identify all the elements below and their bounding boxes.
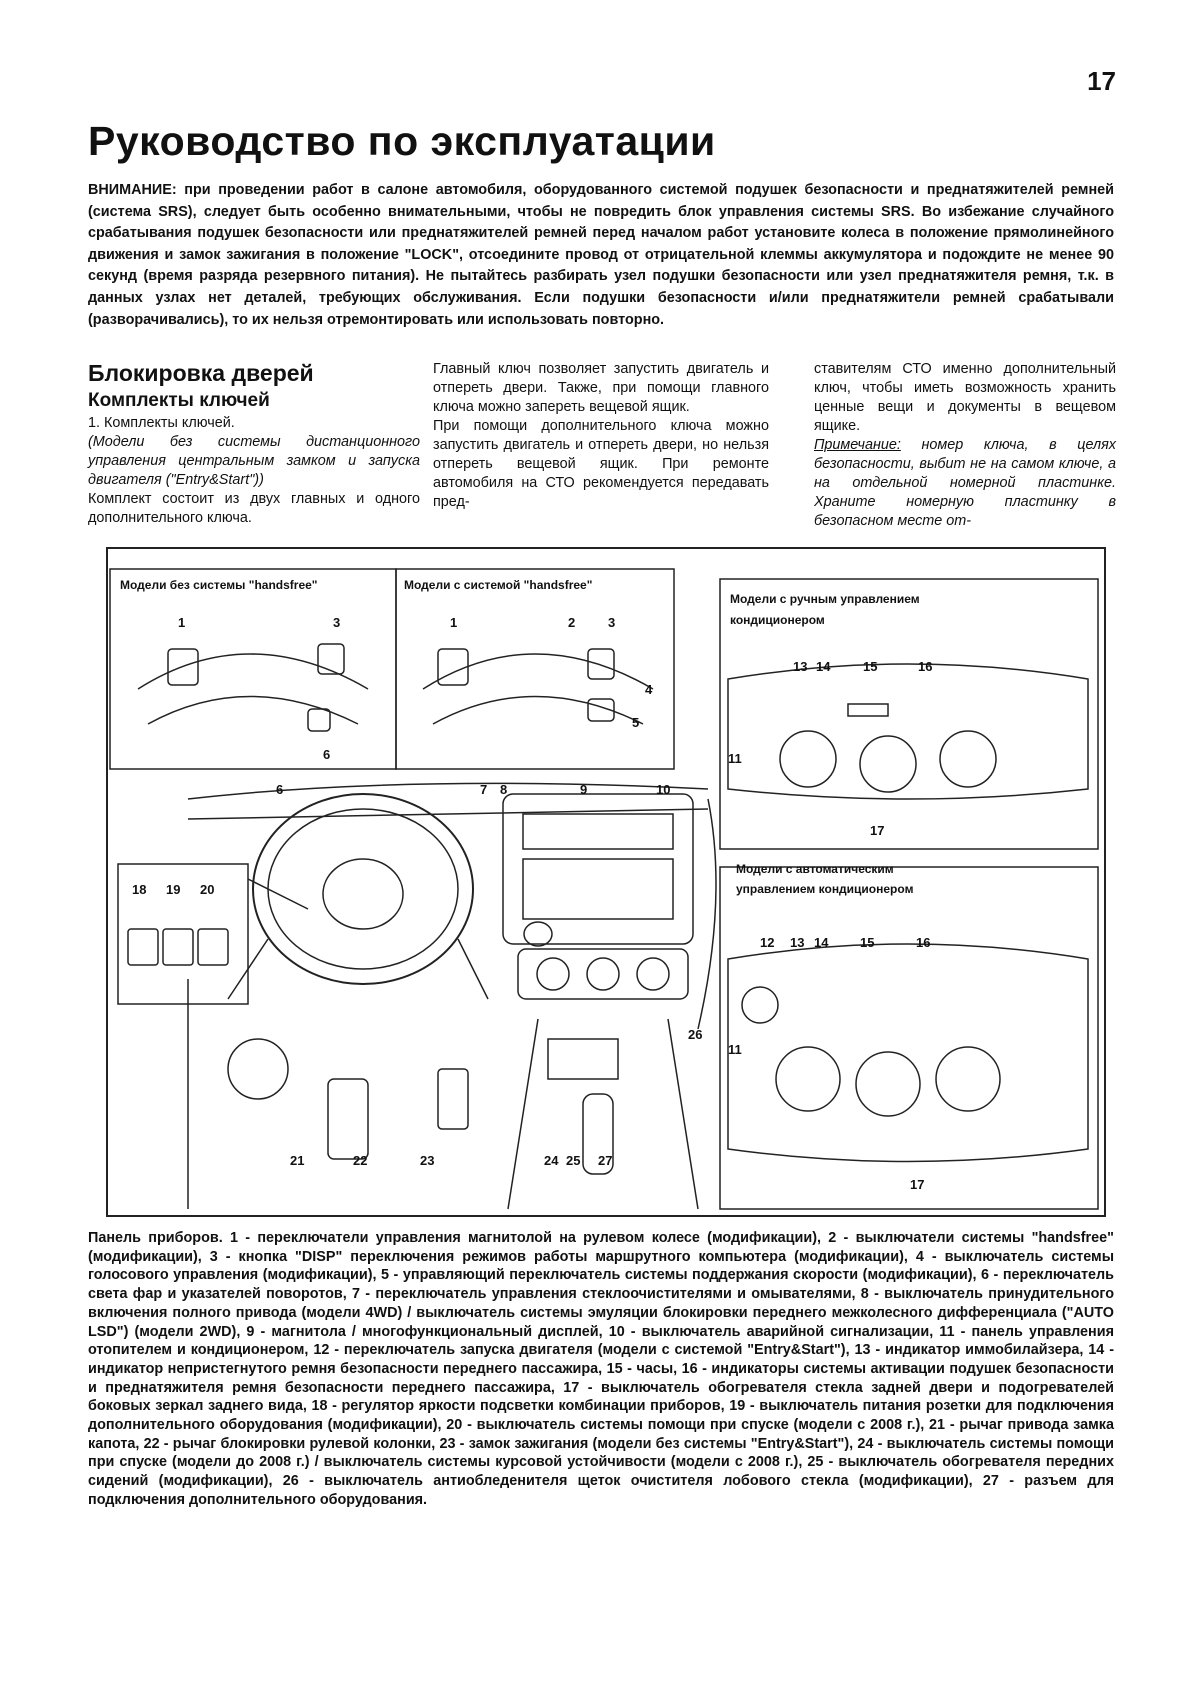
callout: 12 [760, 935, 775, 950]
callout: 14 [814, 935, 829, 950]
callout: 6 [276, 782, 284, 797]
callout: 3 [333, 615, 341, 630]
callout: 7 [480, 782, 488, 797]
page-number: 17 [1087, 66, 1116, 96]
page-title: Руководство по эксплуатации [88, 118, 716, 164]
callout: 21 [290, 1153, 305, 1168]
callout: 13 [790, 935, 805, 950]
callout: 13 [793, 659, 808, 674]
text-column-2 [433, 360, 769, 512]
callout: 22 [353, 1153, 368, 1168]
callout: 16 [918, 659, 933, 674]
callout: 25 [566, 1153, 581, 1168]
callout: 18 [132, 882, 147, 897]
main-key-paragraph: Главный ключ позволяет запустить двигатель и отпереть двери. Также, при помощи главного ключа можно запереть вещевой ящик. [433, 361, 769, 415]
caption-text: 1 - переключатели управления магнитолой на рулевом колесе (модификации), 2 - выключатели системы "handsfree" (модификации), 3 - кнопка "DISP" переключения режимов работы маршрутного компьютера (модификации), 4 - выключатель системы голосового управления (модификации), 5 - управляющий переключатель системы поддержания скорости (модификации), 6 - переключатель света фар и указателей поворотов, 7 - переключатель управления стеклоочистителями и омывателями, 8 - выключатель принудительного включения полного привода (модели 4WD) / выключатель системы эмуляции блокировки переднего межколесного дифференциала ("AUTO LSD") (модели 2WD), 9 - магнитола / многофункциональный дисплей, 10 - выключатель аварийной сигнализации, 11 - панель управления отопителем и кондиционером, 12 - переключатель запуска двигателя (модели с системой "Entry&Start"), 13 - индикатор иммобилайзера, 14 - индикатор непристегнутого ремня безопасности переднего пассажира, 15 - часы, 16 - индикаторы системы активации подушек безопасности и преднатяжителя ремня безопасности переднего пассажира, 17 - выключатель обогревателя стекла задней двери и подогревателей боковых зеркал заднего вида, 18 - регулятор яркости подсветки комбинации приборов, 19 - выключатель питания розетки для подключения дополнительного оборудования (модификации), 20 - выключатель системы помощи при спуске (модели с 2008 г.), 21 - рычаг привода замка капота, 22 - рычаг блокировки рулевой колонки, 23 - замок зажигания (модели без системы "Entry&Start"), 24 - выключатель системы помощи при спуске (модели до 2008 г.) / выключатель системы курсовой устойчивости (модели с 2008 г.), 25 - выключатель обогревателя передних сидений (модификации), 26 - выключатель антиобледенителя щеток очистителя лобового стекла (модификации), 27 - разъем для подключения дополнительного оборудования. [88, 1230, 1114, 1508]
note-label: Примечание: [814, 437, 901, 453]
instrument-panel-figure [106, 547, 1106, 1217]
callout: 8 [500, 782, 508, 797]
callout: 2 [568, 615, 576, 630]
figure-caption [88, 1229, 1114, 1510]
callout: 17 [910, 1177, 925, 1192]
callout: 5 [632, 715, 640, 730]
callout: 11 [728, 751, 742, 766]
callout: 11 [728, 1042, 742, 1057]
callout: 17 [870, 823, 885, 838]
callout: 6 [323, 747, 331, 762]
text-column-3 [814, 360, 1116, 531]
note-text: номер ключа, в целях безопасности, выбит не на самом ключе, а на отдельной номерной пластинке. Храните номерную пластинку в безопасном месте от- [814, 437, 1116, 529]
callout: 27 [598, 1153, 613, 1168]
callout: 14 [816, 659, 831, 674]
callout: 24 [544, 1153, 559, 1168]
callout: 4 [645, 682, 653, 697]
callout: 15 [863, 659, 878, 674]
ac-manual-title-line1: Модели с ручным управлением [730, 592, 920, 606]
callout: 20 [200, 882, 215, 897]
callout: 15 [860, 935, 875, 950]
callout: 26 [688, 1027, 703, 1042]
extra-key-paragraph: При помощи дополнительного ключа можно запустить двигатель и отпереть двери, но нельзя отпереть вещевой ящик. При ремонте автомобиля на СТО рекомендуется передавать пред- [433, 418, 769, 510]
kit-text: Комплект состоит из двух главных и одного дополнительного ключа. [88, 491, 420, 526]
ac-manual-title-line2: кондиционером [730, 613, 825, 627]
ac-auto-title-line2: управлением кондиционером [736, 882, 914, 896]
inset-left-frame [110, 569, 396, 769]
ac-auto-frame [720, 867, 1098, 1209]
warning-text: при проведении работ в салоне автомобиля, оборудованного системой подушек безопасности и преднатяжителей ремней (система SRS), следует быть особенно внимательными, чтобы не повредить блок управления системы SRS. Во избежание случайного срабатывания подушек безопасности или преднатяжителей ремней перед началом работ установите колеса в положение прямолинейного движения и замок зажигания в положение "LOCK", отсоедините провод от отрицательной клеммы аккумулятора и подождите не менее 90 секунд (время разряда резервного питания). Не пытайтесь разбирать узел подушки безопасности или узел преднатяжителя ремня, т.к. в данных узлах нет деталей, требующих обслуживания. Если подушки безопасности и/или преднатяжители ремней срабатывали (разворачивались), то их нельзя отремонтировать или использовать повторно. [88, 182, 1114, 328]
inset-right-title: Модели с системой "handsfree" [404, 578, 593, 592]
text-column-1 [88, 360, 420, 528]
section-title: Блокировка дверей [88, 360, 314, 386]
note-paragraph [814, 436, 1116, 531]
callout: 1 [178, 615, 186, 630]
subsection-title: Комплекты ключей [88, 390, 270, 411]
warning-label: ВНИМАНИЕ: [88, 182, 177, 198]
instrument-panel-drawing [108, 549, 1104, 1215]
callout: 9 [580, 782, 588, 797]
caption-label: Панель приборов. [88, 1230, 223, 1246]
item-heading: 1. Комплекты ключей. [88, 415, 235, 431]
callout: 16 [916, 935, 931, 950]
callout: 3 [608, 615, 616, 630]
models-note: (Модели без системы дистанционного управления центральным замком и запуска двигателя ("Entry&Start")) [88, 434, 420, 488]
service-paragraph: ставителям СТО именно дополнительный ключ, чтобы иметь возможность хранить ценные вещи и документы в вещевом ящике. [814, 361, 1116, 434]
callout: 23 [420, 1153, 435, 1168]
ac-auto-title-line1: Модели с автоматическим [736, 862, 894, 876]
inset-left-title: Модели без системы "handsfree" [120, 578, 318, 592]
callout: 19 [166, 882, 181, 897]
callout: 10 [656, 782, 671, 797]
warning-paragraph [88, 180, 1114, 331]
callout: 1 [450, 615, 458, 630]
